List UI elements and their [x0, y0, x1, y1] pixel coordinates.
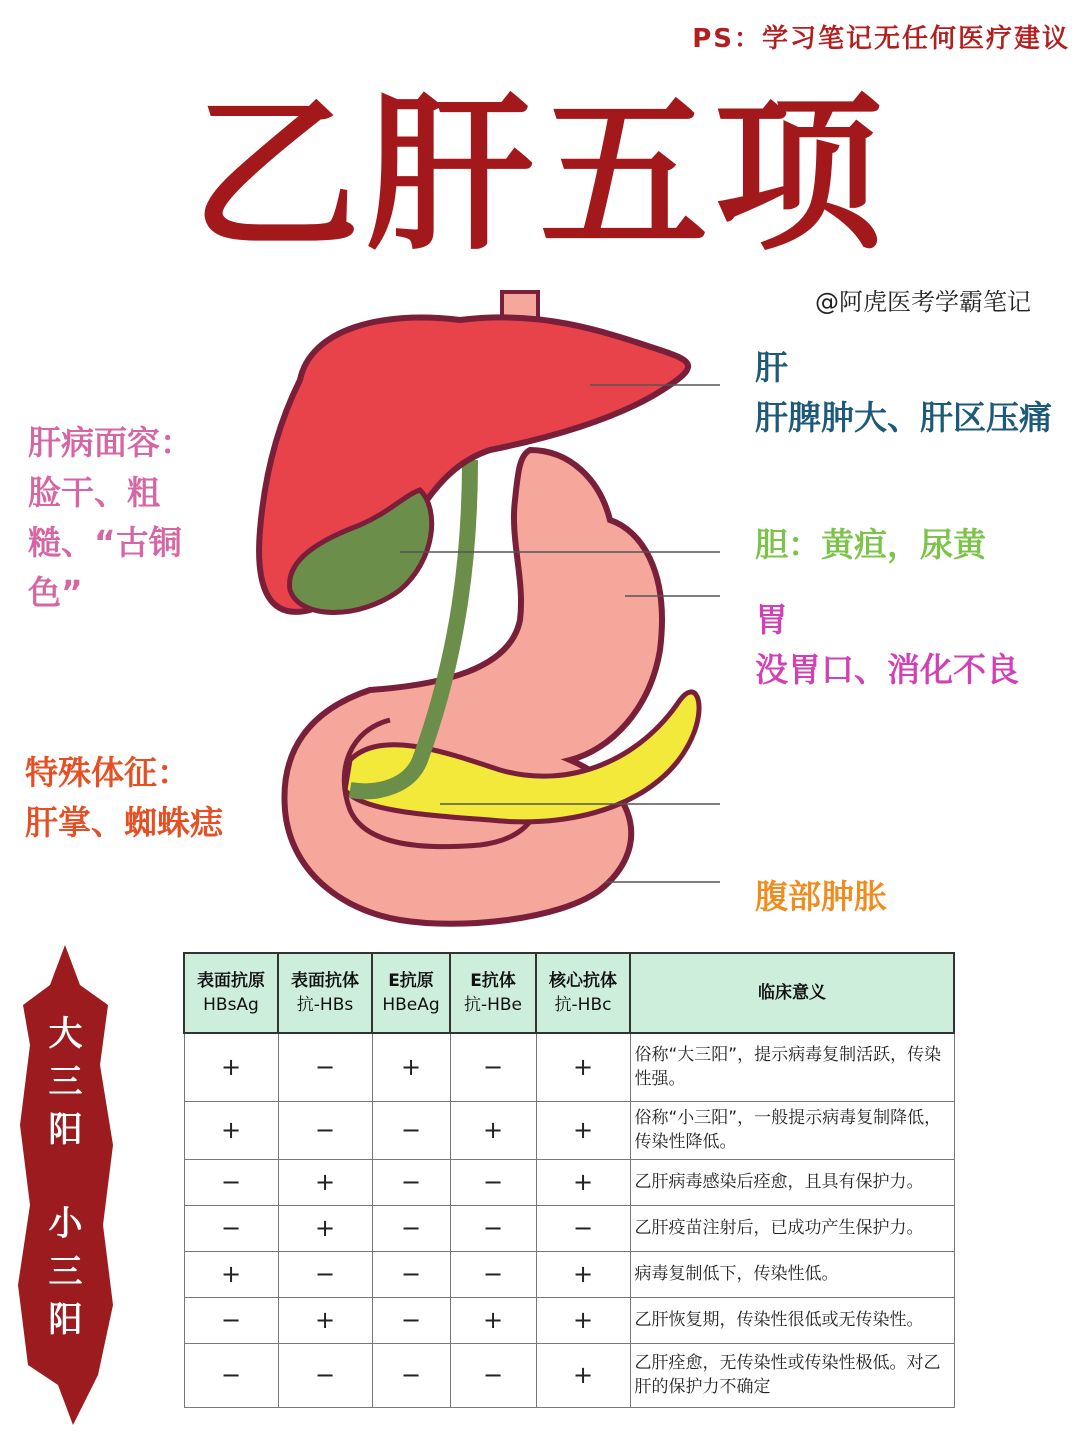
stomach-label: 胃 没胃口、消化不良	[755, 600, 1019, 689]
marker-cell: +	[450, 1101, 536, 1159]
marker-cell: +	[184, 1033, 278, 1101]
marker-cell: +	[278, 1297, 372, 1343]
header-anti-hbc: 核心抗体 抗-HBc	[536, 953, 630, 1033]
marker-cell: +	[536, 1101, 630, 1159]
marker-cell: +	[536, 1159, 630, 1205]
table-row	[184, 1297, 954, 1343]
bile-label: 胆：黄疸，尿黄	[755, 525, 986, 564]
header-anti-hbe: E抗体 抗-HBe	[450, 953, 536, 1033]
marker-cell: +	[536, 1343, 630, 1407]
table-row	[184, 1343, 954, 1407]
clinical-meaning-cell: 俗称“大三阳”，提示病毒复制活跃，传染性强。	[630, 1033, 954, 1101]
header-clinical: 临床意义	[630, 953, 954, 1033]
marker-cell: +	[184, 1251, 278, 1297]
marker-cell: +	[372, 1033, 450, 1101]
marker-cell: −	[278, 1101, 372, 1159]
table-row	[184, 1205, 954, 1251]
marker-cell: −	[450, 1343, 536, 1407]
abdomen-label: 腹部肿胀	[755, 877, 887, 916]
clinical-meaning-cell: 俗称“小三阳”，一般提示病毒复制降低，传染性降低。	[630, 1101, 954, 1159]
marker-cell: −	[372, 1343, 450, 1407]
table-row	[184, 1159, 954, 1205]
marker-cell: −	[372, 1159, 450, 1205]
clinical-meaning-cell: 病毒复制低下，传染性低。	[630, 1251, 954, 1297]
marker-cell: +	[278, 1159, 372, 1205]
liver-face-label: 肝病面容： 脸干、粗糙、“古铜色”	[28, 423, 193, 612]
marker-cell: −	[372, 1297, 450, 1343]
marker-cell: −	[450, 1251, 536, 1297]
clinical-meaning-cell: 乙肝恢复期，传染性很低或无传染性。	[630, 1297, 954, 1343]
marker-cell: +	[536, 1033, 630, 1101]
marker-cell: −	[278, 1251, 372, 1297]
liver-label: 肝 肝脾肿大、肝区压痛	[755, 348, 1052, 437]
header-anti-hbs: 表面抗体 抗-HBs	[278, 953, 372, 1033]
disclaimer-note: PS：学习笔记无任何医疗建议	[692, 24, 1070, 54]
author-handle: @阿虎医考学霸笔记	[815, 288, 1031, 316]
table-row	[184, 1251, 954, 1297]
banner-text-top: 大三阳	[48, 1014, 83, 1150]
clinical-meaning-cell: 乙肝痊愈，无传染性或传染性极低。对乙肝的保护力不确定	[630, 1343, 954, 1407]
table-header-row	[184, 953, 954, 1033]
marker-cell: −	[184, 1159, 278, 1205]
marker-cell: −	[372, 1101, 450, 1159]
marker-cell: −	[450, 1205, 536, 1251]
header-hbeag: E抗原 HBeAg	[372, 953, 450, 1033]
marker-cell: −	[184, 1343, 278, 1407]
page-title: 乙肝五项	[192, 77, 888, 273]
table-row	[184, 1101, 954, 1159]
table-row	[184, 1033, 954, 1101]
marker-cell: −	[184, 1297, 278, 1343]
marker-cell: +	[536, 1251, 630, 1297]
marker-cell: −	[372, 1205, 450, 1251]
marker-cell: +	[450, 1297, 536, 1343]
header-hbsag: 表面抗原 HBsAg	[184, 953, 278, 1033]
marker-cell: +	[184, 1101, 278, 1159]
marker-cell: −	[372, 1251, 450, 1297]
marker-cell: +	[536, 1297, 630, 1343]
special-signs-label: 特殊体征： 肝掌、蜘蛛痣	[25, 753, 223, 842]
banner-text-bottom: 小三阳	[48, 1204, 83, 1340]
digestive-organs-illustration	[240, 290, 730, 930]
marker-cell: −	[184, 1205, 278, 1251]
marker-cell: −	[278, 1033, 372, 1101]
marker-cell: −	[450, 1033, 536, 1101]
hbv-marker-table	[183, 952, 955, 1408]
marker-cell: −	[278, 1343, 372, 1407]
marker-cell: −	[450, 1159, 536, 1205]
clinical-meaning-cell: 乙肝病毒感染后痊愈，且具有保护力。	[630, 1159, 954, 1205]
clinical-meaning-cell: 乙肝疫苗注射后，已成功产生保护力。	[630, 1205, 954, 1251]
marker-cell: −	[536, 1205, 630, 1251]
marker-cell: +	[278, 1205, 372, 1251]
